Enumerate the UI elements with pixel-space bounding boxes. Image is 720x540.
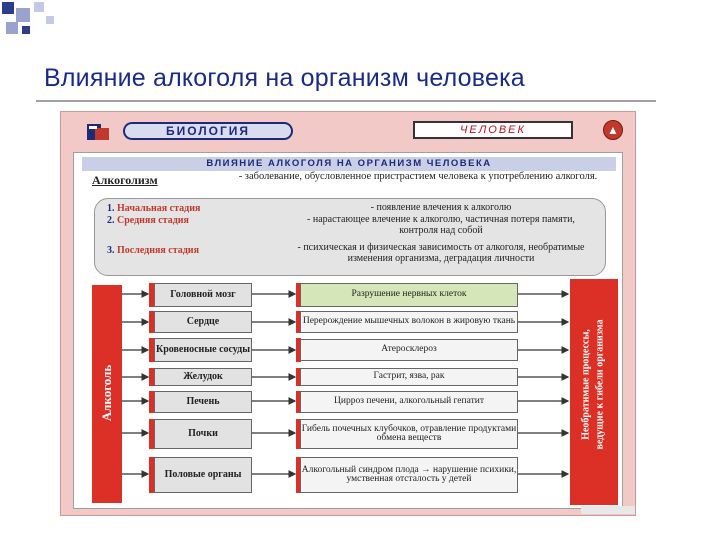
definition-term: Алкоголизм [92,173,158,187]
alcohol-bar [92,285,122,503]
organ-liver: Печень [154,391,252,413]
stage-3-desc: - психическая и физическая зависимость от алкоголя, необратимые изменения организма, деградация личности [297,242,585,264]
effect-liver: Цирроз печени, алкогольный гепатит [300,391,518,413]
organ-heart: Сердце [154,311,252,333]
stage-1-desc: - появление влечения к алкоголю [370,202,512,213]
organ-reproductive: Половые органы [154,457,252,493]
book-logo-icon [85,122,111,142]
title-divider [36,100,656,102]
footer-tag [581,506,635,514]
poster-content [73,152,623,509]
organ-vessels: Кровеносные сосуды [154,338,252,362]
poster-heading: ВЛИЯНИЕ АЛКОГОЛЯ НА ОРГАНИЗМ ЧЕЛОВЕКА [82,157,616,171]
stage-2-desc: - нарастающее влечение к алкоголю, частичная потеря памяти, контроля над собой [307,214,575,236]
poster-image [60,111,636,516]
definition-text: - заболевание, обусловленное пристрастием человека к употреблению алкоголя. [238,171,598,182]
corner-decoration [0,0,60,42]
up-arrow-icon: ▲ [603,120,623,140]
consequences-label-2: ведущие к гибели организма [594,319,606,450]
effect-vessels: Атеросклероз [300,339,518,361]
consequences-label-1: Необратимые процессы, [580,329,592,440]
stage-3-name: 3. Последняя стадия [107,245,199,256]
subject-badge: БИОЛОГИЯ [123,122,293,140]
slide-title: Влияние алкоголя на организм человека [44,64,525,92]
alcohol-label: Алкоголь [99,364,114,422]
organ-stomach: Желудок [154,368,252,386]
organ-brain: Головной мозг [154,283,252,307]
poster-header [71,119,627,145]
effect-brain: Разрушение нервных клеток [300,283,518,307]
section-label: ЧЕЛОВЕК [413,121,573,139]
effect-heart: Перерождение мышечных волокон в жировую ткань [300,311,518,333]
stage-2-name: 2. Средняя стадия [107,215,189,226]
effect-stomach: Гастрит, язва, рак [300,368,518,386]
effect-reproductive: Алкогольный синдром плода → нарушение психики, умственная отсталость у детей [300,457,518,493]
consequences-bar [570,279,618,505]
effect-kidneys: Гибель почечных клубочков, отравление продуктами обмена веществ [300,419,518,449]
organ-kidneys: Почки [154,419,252,449]
stage-1-name: 1. Начальная стадия [107,203,201,214]
stages-box [94,198,606,276]
